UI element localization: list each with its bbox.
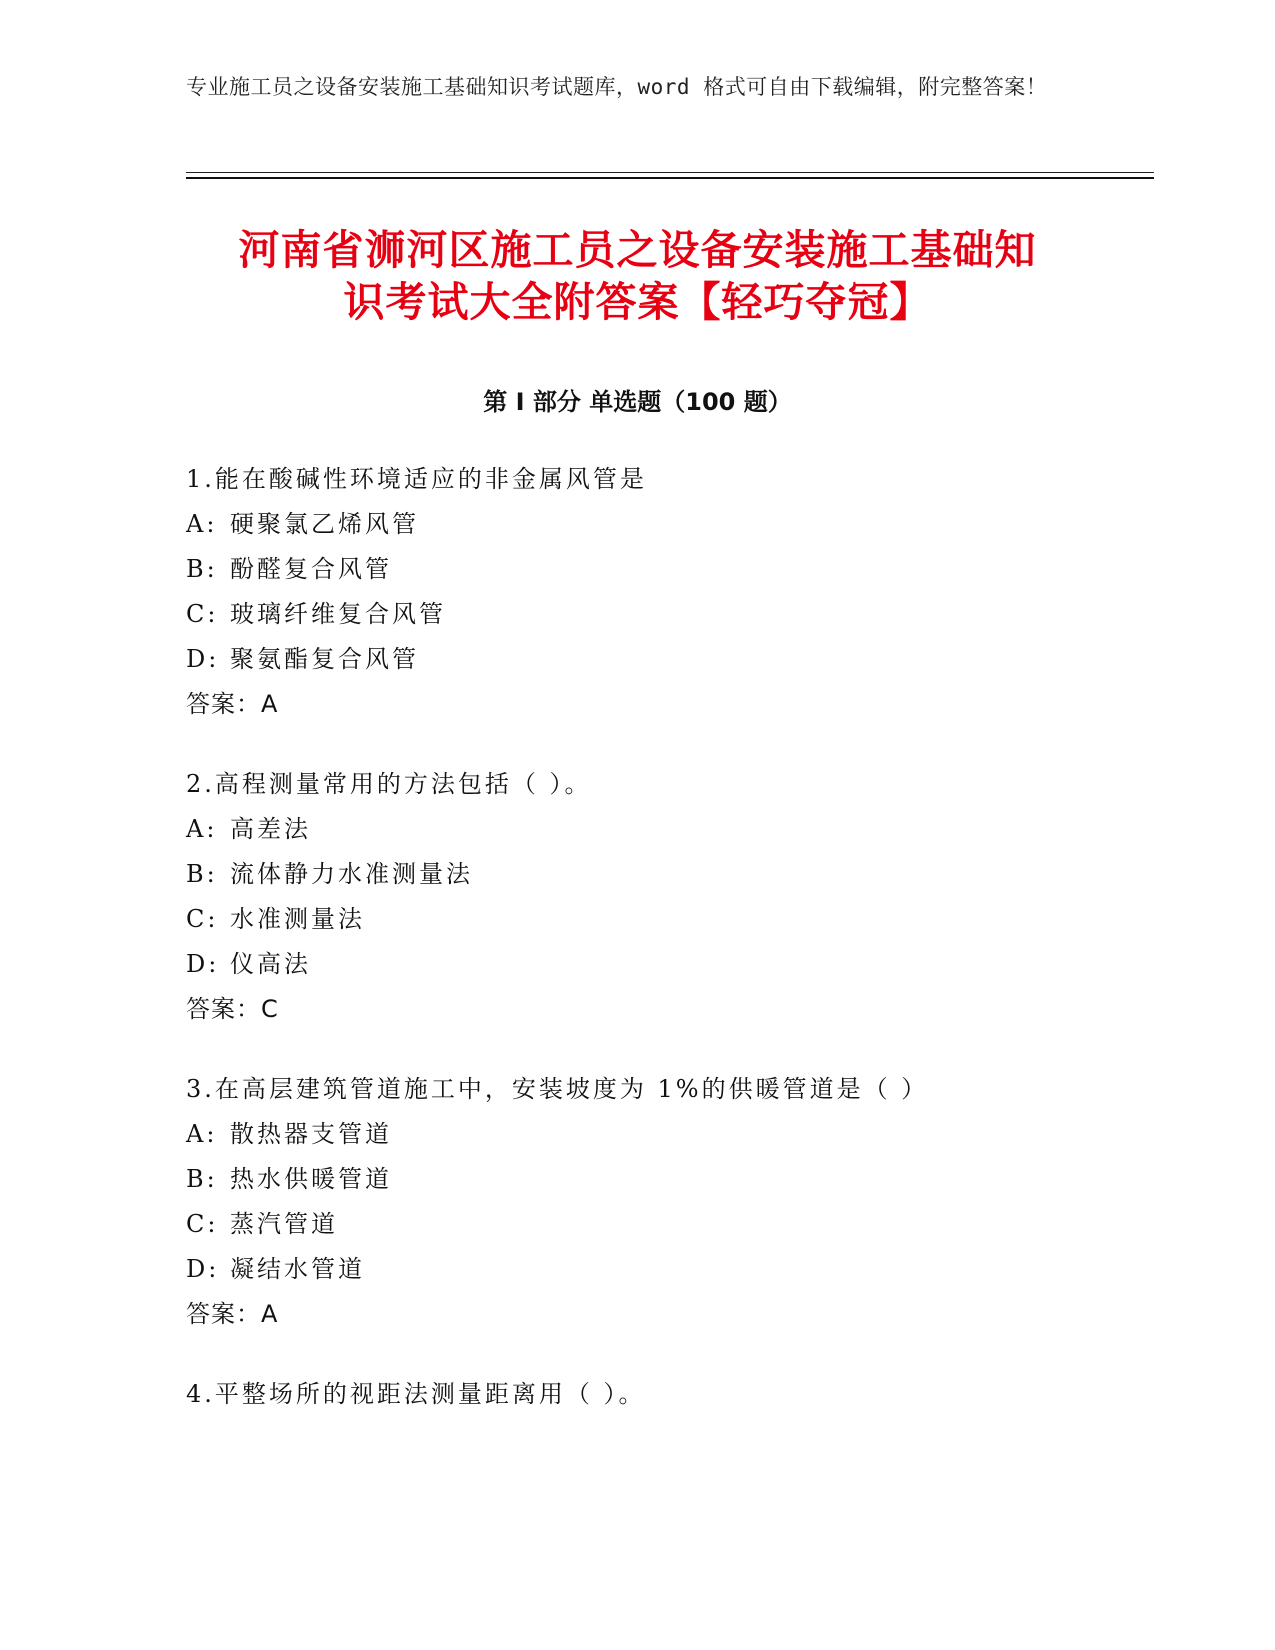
option-text: 凝结水管道 [230, 1255, 365, 1283]
option-text: 聚氨酯复合风管 [230, 645, 419, 673]
question-stem: 1.能在酸碱性环境适应的非金属风管是 [186, 465, 647, 493]
answer-value: A [261, 690, 279, 718]
answer-value: A [261, 1300, 279, 1328]
option-letter: C: [186, 600, 219, 628]
document-title-line-2: 识考试大全附答案【轻巧夺冠】 [343, 278, 932, 326]
option-text: 流体静力水准测量法 [230, 860, 473, 888]
option-b [186, 852, 1146, 897]
question-4 [186, 1372, 1146, 1417]
option-a [186, 502, 1146, 547]
option-a [186, 1112, 1146, 1157]
section-title: 第 I 部分 单选题（100 题） [483, 388, 792, 416]
option-d [186, 942, 1146, 987]
option-text: 蒸汽管道 [230, 1210, 338, 1238]
answer-value: C [261, 995, 279, 1023]
option-text: 酚醛复合风管 [230, 555, 392, 583]
option-letter: C: [186, 905, 219, 933]
question-stem: 4.平整场所的视距法测量距离用（ ）。 [186, 1380, 646, 1408]
option-letter: D: [186, 1255, 220, 1283]
header-note: 专业施工员之设备安装施工基础知识考试题库，word 格式可自由下载编辑，附完整答案！ [186, 75, 1048, 99]
question-stem: 2.高程测量常用的方法包括（ ）。 [186, 770, 592, 798]
option-letter: A: [186, 510, 218, 538]
question-3 [186, 1067, 1146, 1337]
option-c [186, 1202, 1146, 1247]
answer-label: 答案： [186, 995, 261, 1023]
header-divider-thick [186, 177, 1154, 179]
answer-label: 答案： [186, 690, 261, 718]
option-d [186, 637, 1146, 682]
option-b [186, 547, 1146, 592]
option-letter: B: [186, 860, 218, 888]
document-title-line-1: 河南省浉河区施工员之设备安装施工基础知 [238, 226, 1037, 274]
question-2 [186, 762, 1146, 1032]
option-text: 高差法 [230, 815, 311, 843]
answer-line [186, 987, 1146, 1032]
option-text: 散热器支管道 [230, 1120, 392, 1148]
option-letter: A: [186, 1120, 218, 1148]
option-c [186, 592, 1146, 637]
option-letter: D: [186, 645, 220, 673]
answer-line [186, 682, 1146, 727]
option-letter: A: [186, 815, 218, 843]
option-letter: D: [186, 950, 220, 978]
question-1 [186, 457, 1146, 727]
header-divider-thin [186, 172, 1154, 173]
answer-line [186, 1292, 1146, 1337]
option-letter: C: [186, 1210, 219, 1238]
option-text: 玻璃纤维复合风管 [230, 600, 446, 628]
option-b [186, 1157, 1146, 1202]
option-letter: B: [186, 1165, 218, 1193]
option-text: 仪高法 [230, 950, 311, 978]
option-text: 水准测量法 [230, 905, 365, 933]
answer-label: 答案： [186, 1300, 261, 1328]
document-title [150, 224, 1125, 328]
question-stem: 3.在高层建筑管道施工中，安装坡度为 1%的供暖管道是（ ） [186, 1075, 929, 1103]
option-a [186, 807, 1146, 852]
option-letter: B: [186, 555, 218, 583]
option-c [186, 897, 1146, 942]
option-text: 热水供暖管道 [230, 1165, 392, 1193]
option-text: 硬聚氯乙烯风管 [230, 510, 419, 538]
option-d [186, 1247, 1146, 1292]
